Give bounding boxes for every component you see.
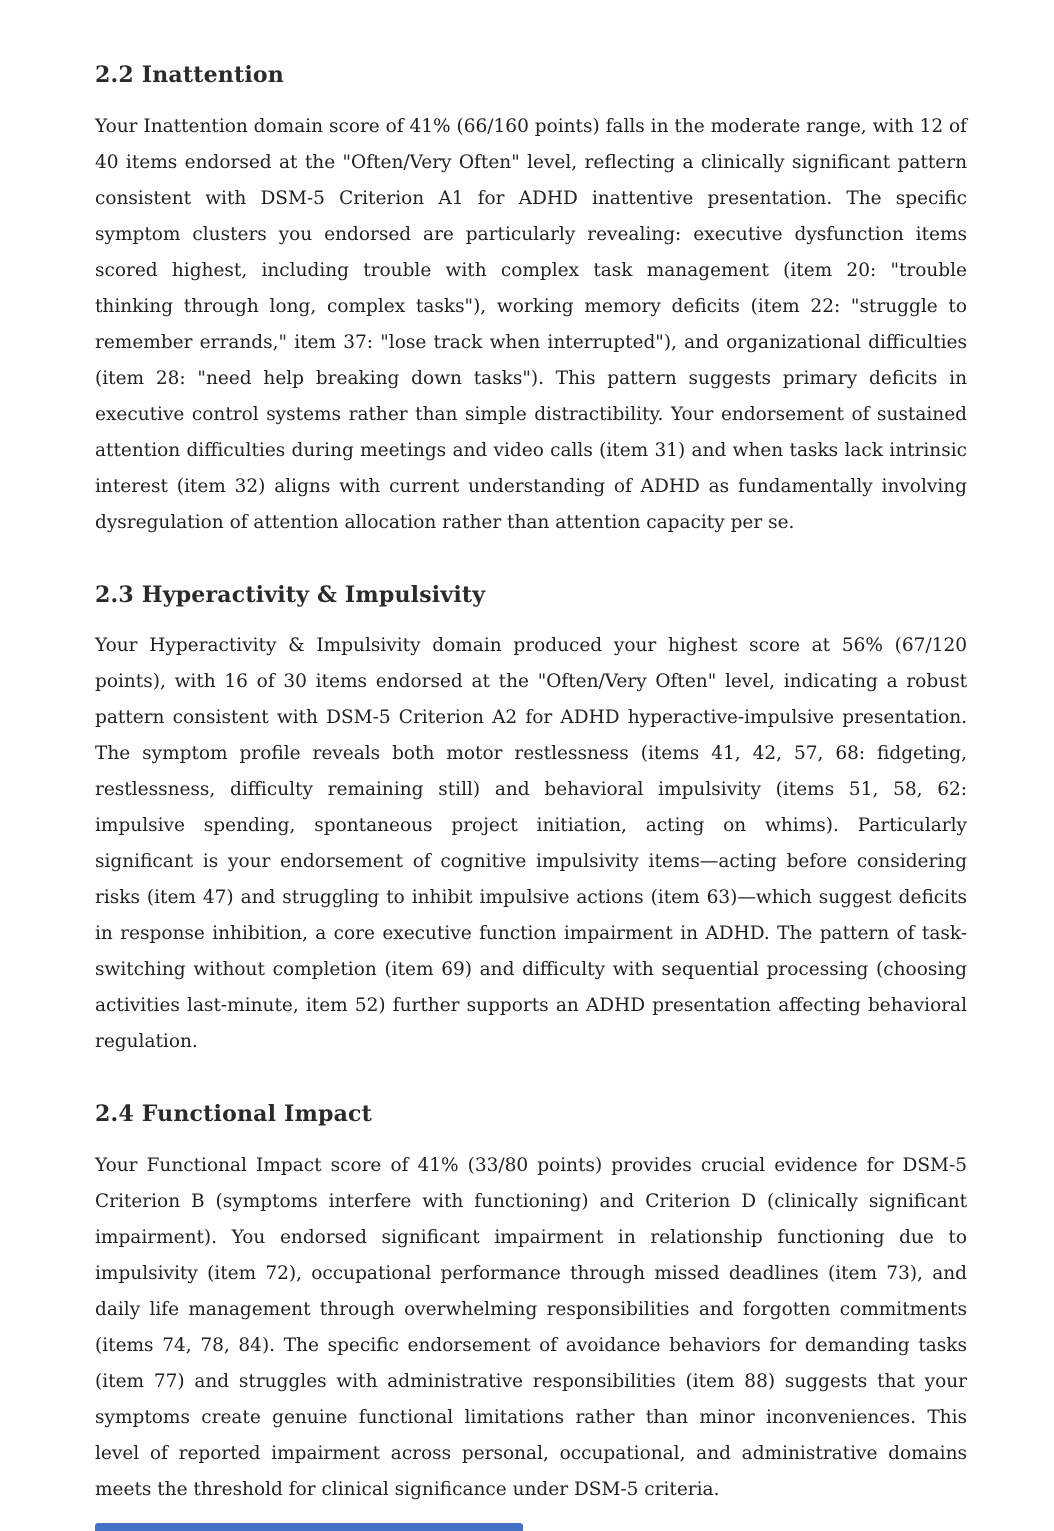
section-heading-hyperactivity-impulsivity: 2.3 Hyperactivity & Impulsivity	[95, 581, 486, 608]
section-paragraph-hyperactivity-impulsivity: Your Hyperactivity & Impulsivity domain produced your highest score at 56% (67/120 points), with 16 of 30 items endorsed at the "Often/Very Often" level, indicating a robust pattern consistent with DSM-5 Criterion A2 for ADHD hyperactive-impulsive presentation. The symptom profile reveals both motor restlessness (items 41, 42, 57, 68: fidgeting, restlessness, difficulty remaining still) and behavioral impulsivity (items 51, 58, 62: impulsive spending, spontaneous project initiation, acting on whims). Particularly significant is your endorsement of cognitive impulsivity items—acting before considering risks (item 47) and struggling to inhibit impulsive actions (item 63)—which suggest deficits in response inhibition, a core executive function impairment in ADHD. The pattern of task-switching without completion (item 69) and difficulty with sequential processing (choosing activities last-minute, item 52) further supports an ADHD presentation affecting behavioral regulation.	[95, 635, 967, 1052]
section-heading-functional-impact: 2.4 Functional Impact	[95, 1101, 372, 1127]
section-functional-impact	[95, 1101, 967, 1508]
section-heading-inattention: 2.2 Inattention	[95, 62, 284, 88]
section-paragraph-functional-impact: Your Functional Impact score of 41% (33/80 points) provides crucial evidence for DSM-5 Criterion B (symptoms interfere with functioning) and Criterion D (clinically significant impairment). You endorsed significant impairment in relationship functioning due to impulsivity (item 72), occupational performance through missed deadlines (item 73), and daily life management through overwhelming responsibilities and forgotten commitments (items 74, 78, 84). The specific endorsement of avoidance behaviors for demanding tasks (item 77) and struggles with administrative responsibilities (item 88) suggests that your symptoms create genuine functional limitations rather than minor inconveniences. This level of reported impairment across personal, occupational, and administrative domains meets the threshold for clinical significance under DSM-5 criteria.	[95, 1154, 967, 1500]
section-inattention	[95, 62, 967, 541]
cutoff-blue-bar	[95, 1523, 523, 1531]
section-paragraph-inattention: Your Inattention domain score of 41% (66/160 points) falls in the moderate range, with 12 of 40 items endorsed at the "Often/Very Often" level, reflecting a clinically significant pattern consistent with DSM-5 Criterion A1 for ADHD inattentive presentation. The specific symptom clusters you endorsed are particularly revealing: executive dysfunction items scored highest, including trouble with complex task management (item 20: "trouble thinking through long, complex tasks"), working memory deficits (item 22: "struggle to remember errands," item 37: "lose track when interrupted"), and organizational difficulties (item 28: "need help breaking down tasks"). This pattern suggests primary deficits in executive control systems rather than simple distractibility. Your endorsement of sustained attention difficulties during meetings and video calls (item 31) and when tasks lack intrinsic interest (item 32) aligns with current understanding of ADHD as fundamentally involving dysregulation of attention allocation rather than attention capacity per se.	[95, 115, 967, 533]
section-hyperactivity-impulsivity	[95, 582, 967, 1061]
